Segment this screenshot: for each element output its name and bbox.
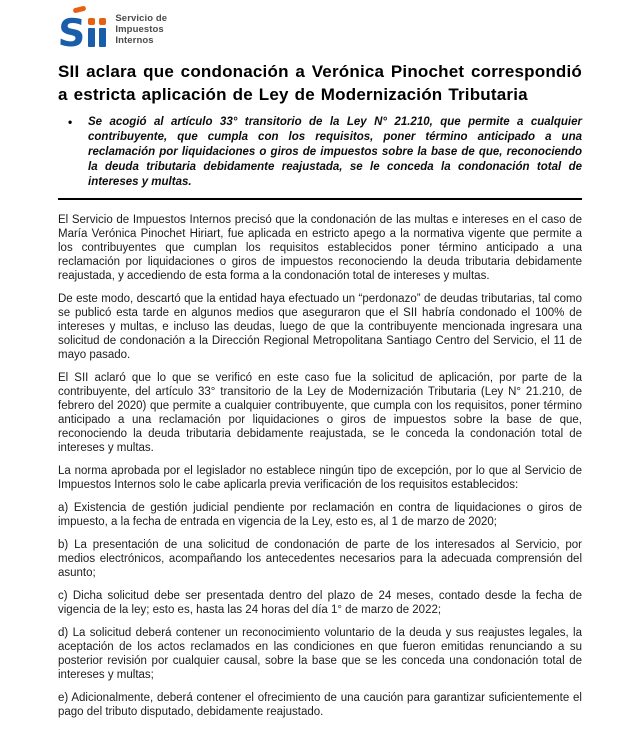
- logo-i-stem: [99, 28, 106, 47]
- logo-org-name: [115, 13, 167, 46]
- logo-org-line: Servicio de: [115, 13, 168, 24]
- bullet-icon: •: [68, 115, 73, 129]
- requirement-a: a) Existencia de gestión judicial pendiente por reclamación en contra de liquidaciones o giros de impuesto, a la fecha de entrada en vigencia de la Ley, esto es, al 1 de marzo de 2020;: [58, 502, 582, 528]
- lead-bullet-item: [58, 115, 582, 190]
- logo-letter-i: [88, 18, 95, 48]
- sii-logo-mark: [56, 8, 106, 55]
- logo-i-dot-icon: [99, 18, 106, 25]
- requirement-c: c) Dicha solicitud debe ser presentada dentro del plazo de 24 meses, contado desde la fecha de vigencia de la ley; esto es, hasta las 24 horas del día 1° de marzo de 2022;: [58, 590, 582, 616]
- logo-org-line: Internos: [115, 35, 154, 46]
- requirement-e: e) Adicionalmente, deberá contener el ofrecimiento de una caución para garantizar suficientemente el pago del tributo disputado, debidamente reajustado.: [58, 692, 582, 718]
- paragraph-3: El SII aclaró que lo que se verificó en este caso fue la solicitud de aplicación, por parte de la contribuyente, del artículo 33° transitorio de la Ley de Modernización Tributaria (Ley N° 21.210, de febrero del 2020) que permite a cualquier contribuyente, que cumpla con los requisitos, poner término anticipado a una reclamación por liquidaciones o giros de impuestos sobre la base de que, reconociendo la deuda tributaria debidamente reajustada, se le conceda la condonación total de intereses y multas.: [58, 372, 582, 454]
- logo-letter-s: S: [56, 11, 86, 55]
- paragraph-1: El Servicio de Impuestos Internos precisó que la condonación de las multas e intereses en el caso de María Verónica Pinochet Hiriart, fue aplicada en estricto apego a la normativa vigente que permite a los contribuyentes que cumplan los requisitos establecidos poner término anticipado a una reclamación por liquidaciones o giros de impuestos reconociendo la deuda tributaria debidamente reajustada, y accediendo de esta forma a la condonación total de intereses y multas.: [58, 214, 582, 282]
- requirement-b: b) La presentación de una solicitud de condonación de parte de los interesados al Servicio, por medios electrónicos, acompañando los antecedentes necesarios para la adecuada comprensión del asunto;: [58, 539, 582, 579]
- logo-org-line: Impuestos: [115, 24, 164, 35]
- logo-i-dot-icon: [88, 18, 95, 25]
- lead-text: Se acogió al artículo 33° transitorio de la Ley N° 21.210, que permite a cualquier contribuyente, que cumpla con los requisitos, poner término anticipado a una reclamación por liquidaciones o giros de impuestos sobre la base de que, reconociendo la deuda tributaria debidamente reajustada, se le conceda la condonación total de intereses y multas.: [88, 116, 582, 188]
- paragraph-2: De este modo, descartó que la entidad haya efectuado un “perdonazo” de deudas tributarias, tal como se publicó esta tarde en algunos medios que aseguraron que el SII habría condonado el 100% de intereses y multas, e incluso las deudas, luego de que la contribuyente mencionada ingresara una solicitud de condonación a la Dirección Regional Metropolitana Santiago Centro del Servicio, el 11 de mayo pasado.: [58, 293, 582, 361]
- divider: [58, 198, 582, 200]
- requirement-d: d) La solicitud deberá contener un reconocimiento voluntario de la deuda y sus reajustes legales, la aceptación de los actos reclamados en las condiciones en que fueron emitidas renunciando a su posterior revisión por cualquier causal, sobre la base que se les conceda una condonación total de intereses y multas;: [58, 627, 582, 681]
- sii-logo: [56, 8, 582, 55]
- article-content: [58, 60, 582, 719]
- headline: SII aclara que condonación a Verónica Pinochet correspondió a estricta aplicación de Ley de Modernización Tributaria: [58, 62, 582, 104]
- logo-letter-i: [99, 18, 106, 48]
- paragraph-4: La norma aprobada por el legislador no establece ningún tipo de excepción, por lo que al Servicio de Impuestos Internos solo le cabe aplicarla previa verificación de los requisitos establecidos:: [58, 465, 582, 491]
- logo-i-stem: [88, 28, 95, 47]
